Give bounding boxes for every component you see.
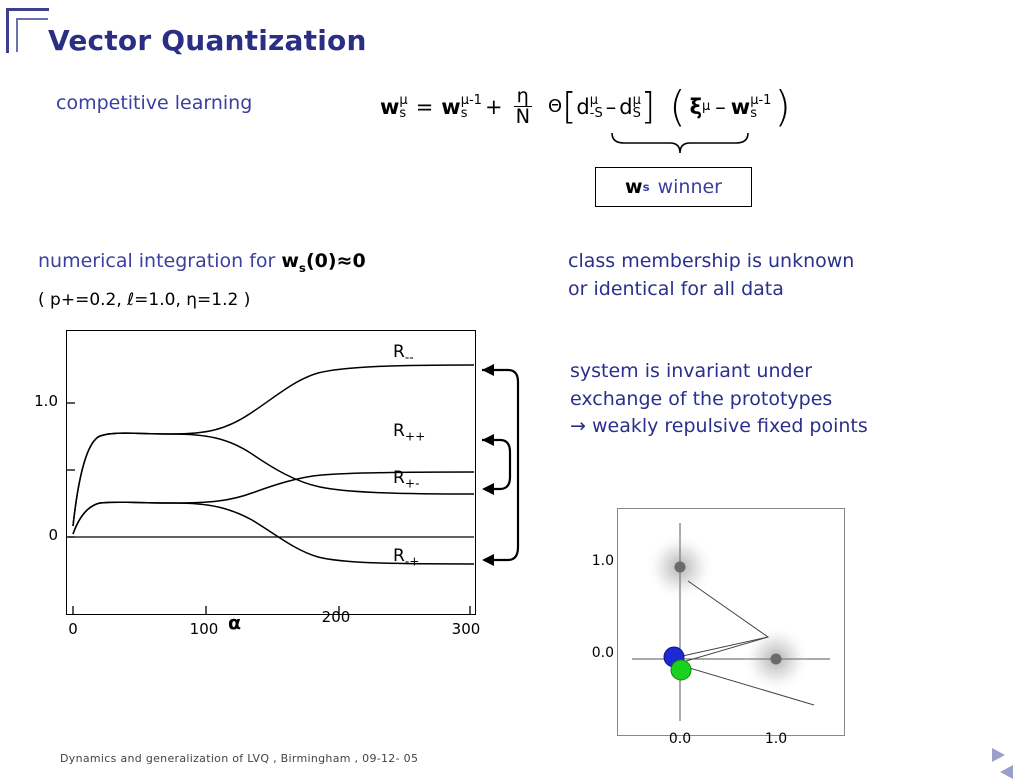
numerical-integration-suffix: (0)≈0	[305, 250, 366, 272]
chart-xtick-2: 200	[321, 608, 351, 626]
formula-rhs-symbol: w	[441, 94, 461, 119]
formula-wprev-sup: μ-1	[750, 92, 772, 108]
formula-term1-symbol: d	[576, 94, 590, 119]
exchange-arrows-icon	[460, 355, 530, 585]
formula-term1-sub: -S	[589, 105, 603, 121]
prototype-scatter	[618, 509, 844, 735]
panel-xtick-1: 1.0	[764, 731, 788, 747]
curve-label-r-plus-plus-text: R	[393, 421, 405, 441]
invariance-line3: → weakly repulsive fixed points	[570, 415, 868, 438]
panel-ytick-0: 0.0	[591, 645, 614, 661]
competitive-learning-label: competitive learning	[56, 92, 253, 114]
invariance-line2: exchange of the prototypes	[570, 387, 833, 410]
formula-wprev-sub: s	[750, 105, 757, 121]
underbrace-icon	[610, 131, 750, 155]
formula-term2-sub: S	[632, 105, 641, 121]
winner-box	[595, 167, 752, 207]
chart-xaxis-label: α	[228, 612, 242, 634]
numerical-integration-prefix: numerical integration for	[38, 250, 282, 272]
invariance-line1: system is invariant under	[570, 360, 813, 382]
formula-rhs-sub: s	[460, 105, 468, 121]
prototype-position-panel	[591, 508, 845, 747]
formula-theta: Θ	[548, 96, 563, 118]
curve-label-r-minus-minus-text: R	[393, 342, 405, 362]
navigation-controls[interactable]	[992, 748, 1016, 782]
panel-xtick-0: 0.0	[668, 731, 692, 747]
numerical-integration-symbol: w	[281, 250, 299, 272]
winner-symbol-sub: s	[642, 180, 650, 194]
winner-label: winner	[657, 176, 722, 198]
chart-ytick-1: 1.0	[34, 392, 58, 410]
forward-arrow-icon[interactable]	[992, 748, 1005, 762]
curve-label-r-plus-minus	[393, 468, 419, 490]
formula-xi-sup: μ	[702, 99, 711, 115]
curve-label-r-plus-minus-sub: +-	[404, 476, 420, 491]
formula-term2-sup: μ	[632, 92, 641, 108]
corner-decoration-icon	[6, 8, 49, 53]
numerical-integration-label	[38, 250, 366, 275]
curve-label-r-minus-plus-text: R	[393, 546, 405, 566]
formula-minus2: –	[715, 94, 726, 119]
chart-xtick-0: 0	[68, 620, 78, 638]
class-membership-line2: or identical for all data	[568, 277, 784, 300]
curve-label-r-minus-minus-sub: --	[404, 350, 414, 365]
formula-fraction-numerator: η	[516, 84, 529, 107]
winner-symbol: w	[625, 176, 643, 198]
formula-fraction	[514, 86, 532, 128]
formula-minus1: –	[605, 94, 617, 119]
invariance-note	[570, 358, 868, 441]
formula-equals: =	[415, 94, 434, 119]
curve-label-r-minus-plus-sub: -+	[404, 554, 420, 569]
curve-label-r-plus-plus-sub: ++	[404, 429, 426, 444]
formula-wprev-symbol: w	[730, 94, 751, 119]
update-rule-formula	[380, 81, 791, 131]
formula-bracket-open: [	[562, 85, 577, 129]
formula-lhs-sup: μ	[399, 92, 408, 108]
curve-label-r-plus-minus-text: R	[393, 468, 405, 488]
page-title: Vector Quantization	[48, 24, 367, 57]
curve-label-r-plus-plus	[393, 421, 425, 443]
chart-xtick-1: 100	[189, 620, 219, 638]
numerical-integration-sub: s	[298, 260, 306, 275]
formula-fraction-denominator: N	[515, 105, 531, 129]
class-membership-line1: class membership is unknown	[568, 250, 855, 272]
formula-term2-symbol: d	[619, 94, 633, 119]
formula-paren-close: )	[774, 81, 791, 131]
formula-plus: +	[484, 94, 503, 119]
panel-ytick-1: 1.0	[591, 553, 614, 569]
formula-xi-symbol: ξ	[689, 94, 703, 119]
formula-bracket-close: ]	[640, 85, 656, 129]
parameters-label: ( p+=0.2, ℓ=1.0, η=1.2 )	[38, 290, 251, 310]
formula-lhs-sub: s	[399, 105, 407, 121]
formula-term1-sup: μ	[589, 92, 599, 108]
curve-label-r-minus-minus	[393, 342, 414, 364]
chart-xtick-3: 300	[451, 620, 481, 638]
back-arrow-icon[interactable]	[1000, 765, 1013, 779]
formula-lhs-symbol: w	[380, 94, 400, 119]
chart-ytick-0: 0	[48, 526, 58, 544]
curve-label-r-minus-plus	[393, 546, 419, 568]
footer-text: Dynamics and generalization of LVQ , Birmingham , 09-12- 05	[60, 752, 419, 765]
formula-paren-open: (	[669, 81, 686, 131]
class-membership-note	[568, 248, 854, 303]
formula-rhs-sup: μ-1	[460, 92, 482, 108]
